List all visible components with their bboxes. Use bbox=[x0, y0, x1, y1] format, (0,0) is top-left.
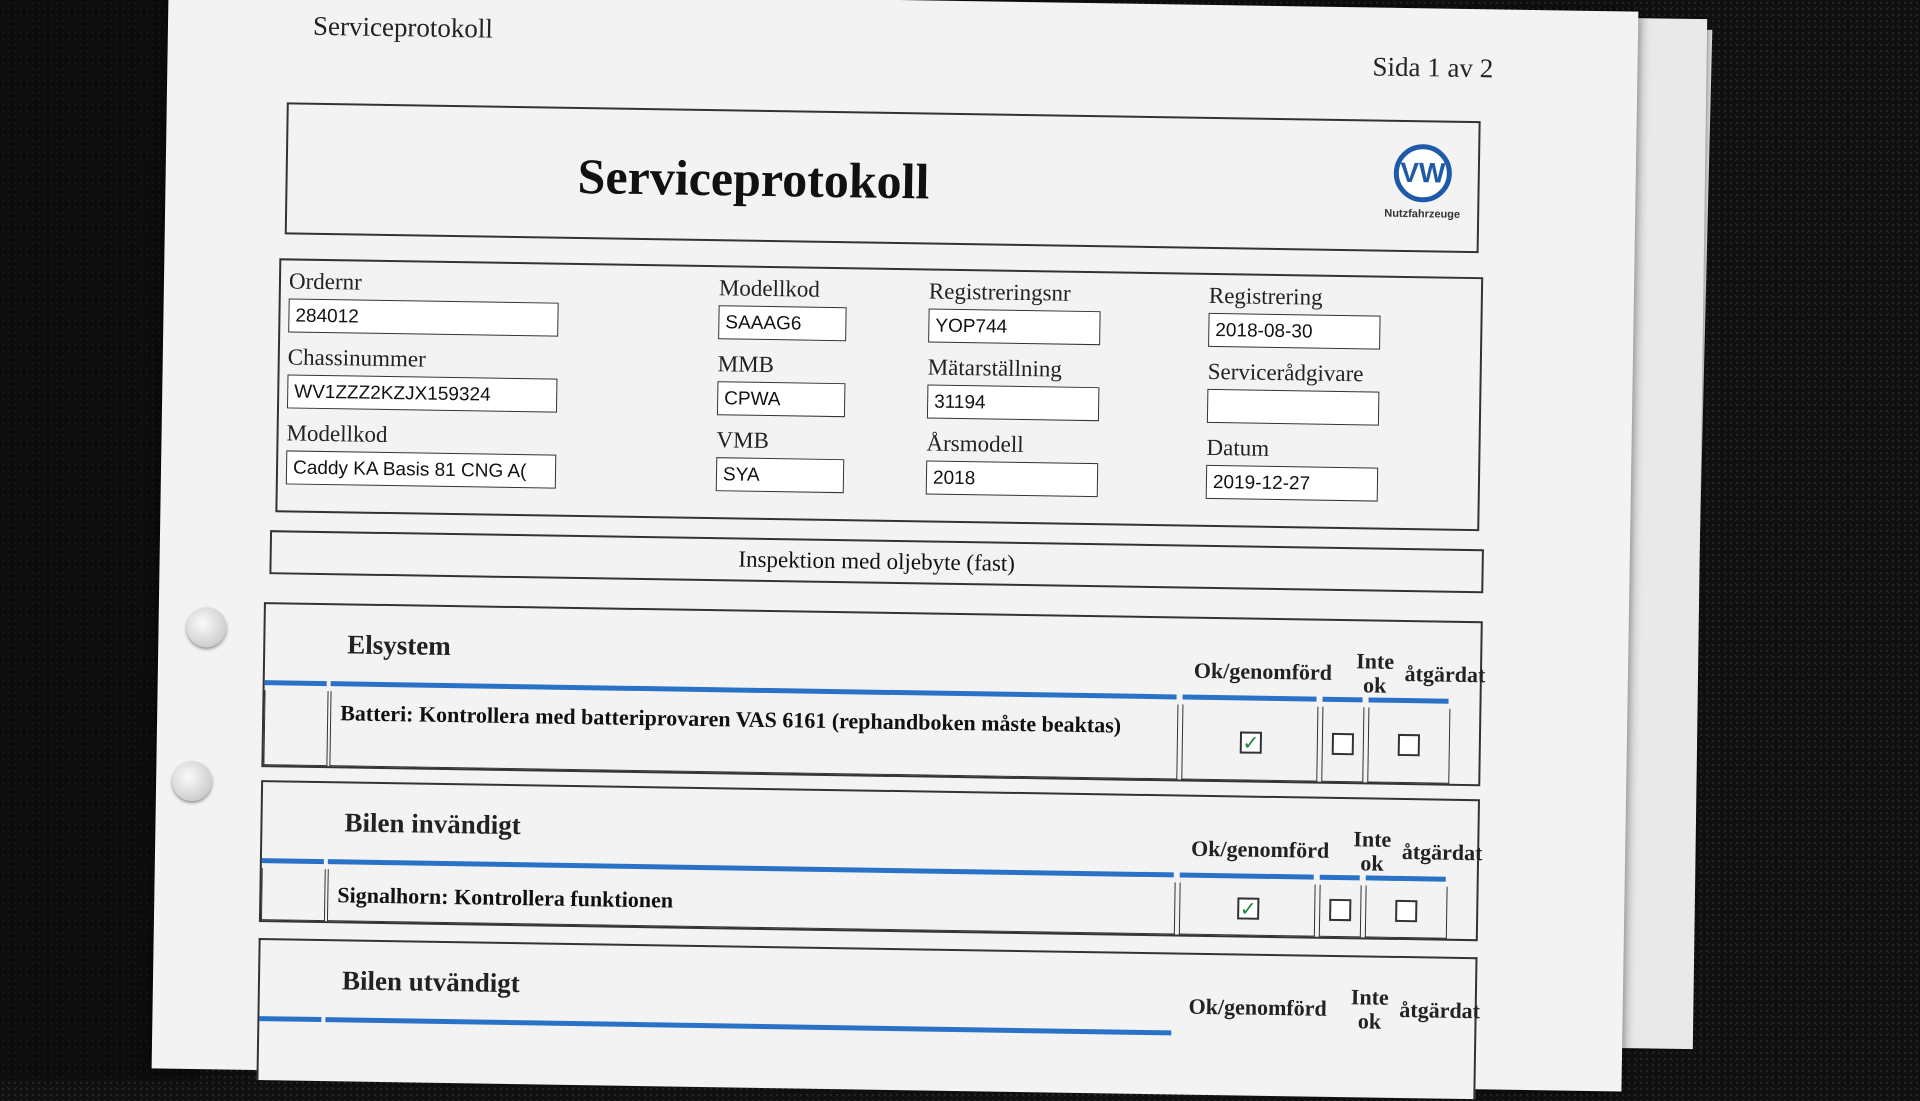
vw-logo bbox=[1379, 144, 1466, 221]
header-rule bbox=[1323, 697, 1363, 703]
registrering-input[interactable]: 2018-08-30 bbox=[1208, 313, 1381, 350]
arsmodell-field bbox=[926, 430, 1099, 497]
section-title: Bilen invändigt bbox=[344, 807, 522, 841]
header-rule bbox=[1180, 873, 1314, 880]
header-rule bbox=[1369, 697, 1449, 703]
vmb-input[interactable]: SYA bbox=[716, 457, 845, 493]
header-rule bbox=[1366, 875, 1446, 881]
col-inte-line1: Inte bbox=[1353, 826, 1392, 852]
punch-hole bbox=[186, 607, 227, 648]
page-number: Sida 1 av 2 bbox=[1372, 51, 1494, 84]
checkbox-inte-ok[interactable] bbox=[1329, 899, 1351, 921]
col-inte-line2: ok bbox=[1360, 850, 1384, 876]
mmb-input[interactable]: CPWA bbox=[717, 381, 846, 417]
col-inte bbox=[1347, 827, 1398, 876]
matarstallning-label: Mätarställning bbox=[927, 354, 1063, 382]
arsmodell-input[interactable]: 2018 bbox=[926, 460, 1099, 497]
servicerad-field bbox=[1207, 359, 1380, 426]
header-rule bbox=[325, 1017, 1171, 1035]
section-bilen-utvandigt bbox=[256, 938, 1481, 1099]
chassinummer-field bbox=[287, 344, 558, 412]
header-rule bbox=[259, 1016, 321, 1022]
ordernr-field bbox=[288, 268, 559, 336]
col-atgardat: åtgärdat bbox=[1404, 661, 1486, 688]
vw-logo-text: Nutzfahrzeuge bbox=[1384, 207, 1461, 221]
task-text: Batteri: Kontrollera med batteriprovaren VAS 6161 (rephandboken måste beaktas) bbox=[340, 700, 1122, 738]
col-atgardat: åtgärdat bbox=[1401, 839, 1483, 866]
service-document bbox=[152, 0, 1639, 1091]
modellkod-field bbox=[718, 275, 847, 341]
datum-input[interactable]: 2019-12-27 bbox=[1206, 465, 1379, 502]
registreringsnr-label: Registreringsnr bbox=[928, 278, 1071, 306]
col-inte bbox=[1350, 649, 1401, 698]
mmb-label: MMB bbox=[717, 351, 775, 378]
col-inte-line2: ok bbox=[1357, 1008, 1382, 1034]
col-inte-line1: Inte bbox=[1350, 984, 1390, 1010]
ordernr-label: Ordernr bbox=[288, 268, 362, 295]
section-title: Bilen utvändigt bbox=[341, 965, 521, 999]
title-box bbox=[285, 102, 1481, 253]
document-title: Serviceprotokoll bbox=[577, 147, 930, 210]
ordernr-input[interactable]: 284012 bbox=[288, 298, 559, 336]
servicerad-input[interactable] bbox=[1207, 389, 1380, 426]
col-inte bbox=[1344, 985, 1395, 1034]
registreringsnr-field bbox=[928, 279, 1101, 346]
chassinummer-input[interactable]: WV1ZZZ2KZJX159324 bbox=[287, 374, 558, 412]
header-rule bbox=[265, 680, 327, 686]
modellkod-text-input[interactable]: Caddy KA Basis 81 CNG A( bbox=[286, 450, 557, 488]
datum-field bbox=[1206, 435, 1379, 502]
checkbox-atgardat[interactable] bbox=[1395, 900, 1417, 922]
col-inte-line1: Inte bbox=[1356, 648, 1395, 674]
registrering-field bbox=[1208, 283, 1381, 350]
vmb-label: VMB bbox=[716, 427, 770, 454]
header-rule bbox=[1183, 695, 1317, 702]
inspection-type: Inspektion med oljebyte (fast) bbox=[269, 530, 1484, 593]
checkbox-ok[interactable]: ✓ bbox=[1240, 731, 1262, 753]
mmb-field bbox=[717, 351, 846, 417]
modellkod-text-label: Modellkod bbox=[286, 420, 388, 448]
datum-label: Datum bbox=[1206, 434, 1270, 461]
vw-logo-icon: VW bbox=[1393, 144, 1452, 203]
matarstallning-input[interactable]: 31194 bbox=[927, 384, 1100, 421]
modellkod-label: Modellkod bbox=[718, 275, 821, 302]
checkbox-ok[interactable]: ✓ bbox=[1237, 897, 1259, 919]
modellkod-text-field bbox=[286, 420, 557, 488]
checkbox-atgardat[interactable] bbox=[1398, 734, 1420, 756]
punch-hole bbox=[172, 761, 213, 802]
col-ok: Ok/genomförd bbox=[1188, 993, 1327, 1021]
col-ok: Ok/genomförd bbox=[1193, 657, 1333, 685]
modellkod-input[interactable]: SAAAG6 bbox=[718, 305, 847, 341]
task-text: Signalhorn: Kontrollera funktionen bbox=[337, 882, 674, 913]
row-cell bbox=[263, 690, 328, 766]
vehicle-info bbox=[275, 258, 1483, 531]
section-elsystem bbox=[261, 602, 1486, 786]
col-inte-line2: ok bbox=[1362, 672, 1387, 698]
servicerad-label: Servicerådgivare bbox=[1207, 358, 1364, 387]
matarstallning-field bbox=[927, 354, 1100, 421]
header-title: Serviceprotokoll bbox=[312, 10, 494, 44]
section-bilen-invandigt bbox=[259, 780, 1483, 941]
header-rule bbox=[262, 858, 324, 864]
col-ok: Ok/genomförd bbox=[1190, 835, 1330, 863]
checkbox-inte-ok[interactable] bbox=[1332, 733, 1354, 755]
chassinummer-label: Chassinummer bbox=[287, 344, 426, 372]
registrering-label: Registrering bbox=[1208, 282, 1323, 310]
vmb-field bbox=[716, 427, 845, 493]
col-atgardat: åtgärdat bbox=[1399, 996, 1481, 1024]
section-header bbox=[259, 940, 1481, 1045]
section-title: Elsystem bbox=[347, 629, 452, 662]
registreringsnr-input[interactable]: YOP744 bbox=[928, 308, 1101, 345]
header-rule bbox=[1320, 875, 1360, 881]
row-cell bbox=[261, 868, 326, 921]
arsmodell-label: Årsmodell bbox=[926, 430, 1024, 458]
